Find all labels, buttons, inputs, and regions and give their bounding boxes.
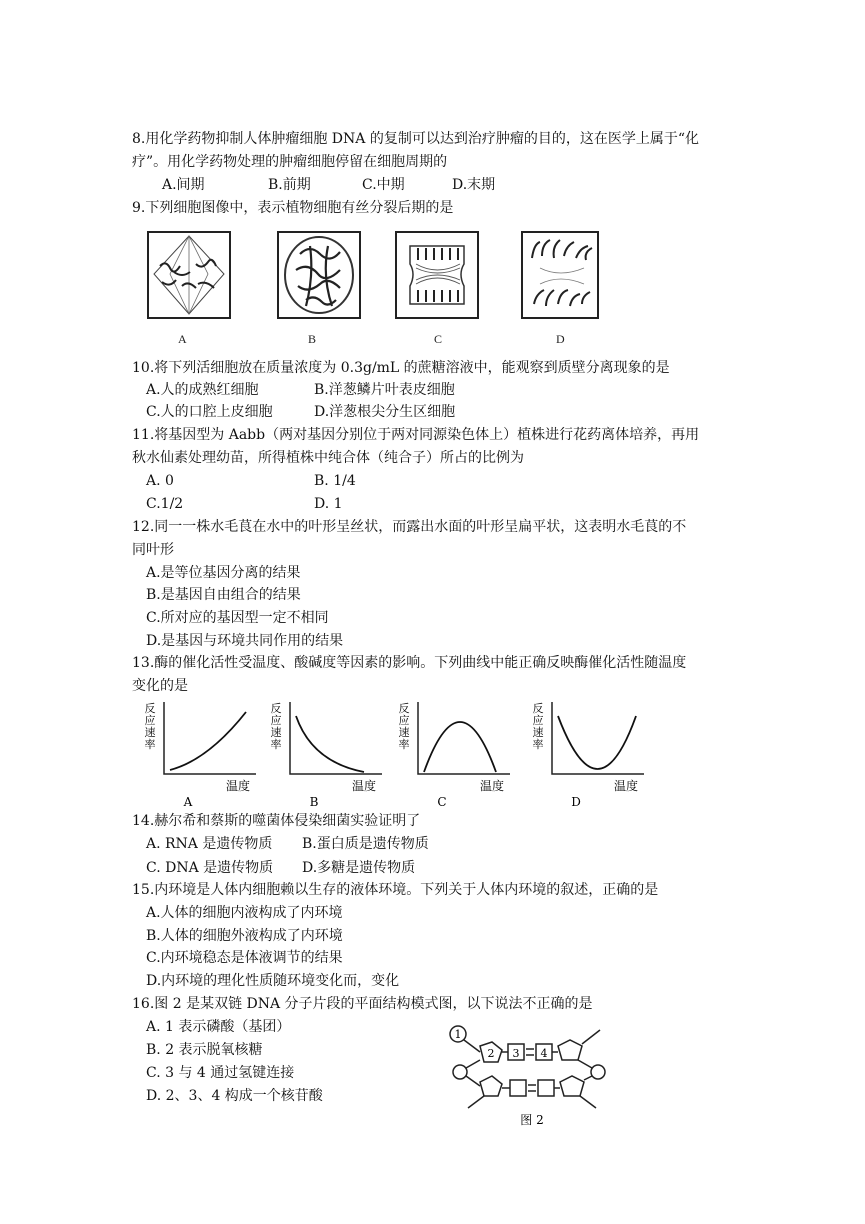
q14-option-c: C. DNA 是遗传物质 bbox=[146, 860, 274, 876]
graph-label: C bbox=[437, 795, 447, 809]
cell-image-d bbox=[522, 232, 598, 318]
q12-option-b: B.是基因自由组合的结果 bbox=[146, 587, 301, 603]
q9-label-a: A bbox=[178, 332, 187, 346]
q15-option-a: A.人体的细胞内液构成了内环境 bbox=[146, 905, 343, 921]
y-axis-label-char: 应 bbox=[144, 714, 156, 727]
y-axis-label-char: 应 bbox=[532, 714, 544, 727]
graph-label: B bbox=[309, 795, 319, 809]
y-axis-label-char: 速 bbox=[532, 726, 544, 739]
label-1: 1 bbox=[454, 1028, 462, 1041]
y-axis-label-char: 率 bbox=[270, 738, 282, 751]
cell-image-a bbox=[148, 232, 230, 318]
q10-stem: 10.将下列活细胞放在质量浓度为 0.3g/mL 的蔗糖溶液中，能观察到质壁分离现象的是 bbox=[132, 360, 670, 376]
q14-option-d: D.多糖是遗传物质 bbox=[302, 860, 416, 876]
q15-option-d: D.内环境的理化性质随环境变化而，变化 bbox=[146, 973, 400, 989]
y-axis-label-char: 应 bbox=[270, 714, 282, 727]
q8-option-d: D.末期 bbox=[452, 177, 496, 193]
y-axis-label-char: 速 bbox=[144, 726, 156, 739]
q13-line2: 变化的是 bbox=[132, 678, 188, 694]
q11-option-d: D. 1 bbox=[314, 496, 343, 512]
q16-option-b: B. 2 表示脱氧核糖 bbox=[146, 1042, 263, 1058]
y-axis-label-char: 应 bbox=[398, 714, 410, 727]
rate-curve bbox=[296, 716, 364, 772]
q11-option-b: B. 1/4 bbox=[314, 473, 356, 489]
q10-option-c: C.人的口腔上皮细胞 bbox=[146, 404, 273, 420]
q13-line1: 13.酶的催化活性受温度、酸碱度等因素的影响。下列曲线中能正确反映酶催化活性随温度 bbox=[132, 655, 687, 671]
cell-image-b bbox=[278, 232, 360, 318]
q16-option-c: C. 3 与 4 通过氢键连接 bbox=[146, 1065, 295, 1081]
q9-label-b: B bbox=[308, 332, 317, 346]
y-axis-label-char: 反 bbox=[270, 702, 282, 715]
label-4: 4 bbox=[540, 1047, 548, 1060]
y-axis-label-char: 反 bbox=[532, 702, 544, 715]
graph-d bbox=[533, 702, 645, 809]
q16-stem: 16.图 2 是某双链 DNA 分子片段的平面结构模式图，以下说法不正确的是 bbox=[132, 996, 593, 1012]
graph-label: D bbox=[571, 795, 581, 809]
q12-option-d: D.是基因与环境共同作用的结果 bbox=[146, 633, 344, 649]
q8-line2: 疗”。用化学药物处理的肿瘤细胞停留在细胞周期的 bbox=[132, 154, 448, 170]
q16-option-d: D. 2、3、4 构成一个核苷酸 bbox=[146, 1088, 323, 1104]
y-axis-label-char: 反 bbox=[144, 702, 156, 715]
q12-option-a: A.是等位基因分离的结果 bbox=[146, 565, 301, 581]
rate-curve bbox=[170, 712, 246, 770]
q12-line1: 12.同一一株水毛茛在水中的叶形呈丝状，而露出水面的叶形呈扁平状，这表明水毛茛的不 bbox=[132, 519, 687, 535]
q8-option-a: A.间期 bbox=[162, 177, 205, 193]
graph-label: A bbox=[183, 795, 193, 809]
q9-label-d: D bbox=[556, 332, 565, 346]
q9-cell-figures bbox=[140, 224, 610, 346]
q16-option-a: A. 1 表示磷酸（基团） bbox=[146, 1019, 291, 1035]
q10-option-d: D.洋葱根尖分生区细胞 bbox=[314, 404, 456, 420]
q11-option-a: A. 0 bbox=[146, 473, 174, 489]
q8-line1: 8.用化学药物抑制人体肿瘤细胞 DNA 的复制可以达到治疗肿瘤的目的，这在医学上属于“化 bbox=[132, 131, 699, 147]
y-axis-label-char: 反 bbox=[398, 702, 410, 715]
x-axis-label: 温度 bbox=[479, 779, 505, 793]
y-axis-label-char: 率 bbox=[144, 738, 156, 751]
q9-label-c: C bbox=[434, 332, 443, 346]
y-axis-label-char: 率 bbox=[398, 738, 410, 751]
q11-line2: 秋水仙素处理幼苗，所得植株中纯合体（纯合子）所占的比例为 bbox=[132, 450, 524, 466]
q12-line2: 同叶形 bbox=[132, 542, 174, 558]
x-axis-label: 温度 bbox=[613, 779, 639, 793]
axes bbox=[552, 702, 644, 774]
q15-option-b: B.人体的细胞外液构成了内环境 bbox=[146, 928, 343, 944]
label-3: 3 bbox=[512, 1047, 520, 1060]
q9-stem: 9.下列细胞图像中，表示植物细胞有丝分裂后期的是 bbox=[132, 200, 454, 216]
q8-option-c: C.中期 bbox=[362, 177, 405, 193]
q14-option-a: A. RNA 是遗传物质 bbox=[146, 836, 273, 852]
label-2: 2 bbox=[487, 1047, 495, 1060]
x-axis-label: 温度 bbox=[225, 779, 251, 793]
figure-caption: 图 2 bbox=[520, 1113, 544, 1127]
q8-option-b: B.前期 bbox=[268, 177, 311, 193]
graph-b bbox=[271, 702, 383, 809]
rate-curve bbox=[558, 716, 636, 769]
q11-line1: 11.将基因型为 Aabb（两对基因分别位于两对同源染色体上）植株进行花药离体培养，再用 bbox=[132, 427, 700, 443]
q13-curve-graphs bbox=[136, 698, 646, 810]
graph-a bbox=[145, 702, 257, 809]
q14-option-b: B.蛋白质是遗传物质 bbox=[302, 836, 429, 852]
q12-option-c: C.所对应的基因型一定不相同 bbox=[146, 610, 329, 626]
q10-option-b: B.洋葱鳞片叶表皮细胞 bbox=[314, 382, 455, 398]
q14-stem: 14.赫尔希和蔡斯的噬菌体侵染细菌实验证明了 bbox=[132, 813, 421, 829]
dna-structure-figure bbox=[440, 1024, 640, 1130]
axes bbox=[418, 702, 510, 774]
q11-option-c: C.1/2 bbox=[146, 496, 184, 512]
axes bbox=[164, 702, 256, 774]
rate-curve bbox=[424, 722, 496, 772]
y-axis-label-char: 率 bbox=[532, 738, 544, 751]
y-axis-label-char: 速 bbox=[270, 726, 282, 739]
q15-stem: 15.内环境是人体内细胞赖以生存的液体环境。下列关于人体内环境的叙述，正确的是 bbox=[132, 882, 659, 898]
x-axis-label: 温度 bbox=[351, 779, 377, 793]
y-axis-label-char: 速 bbox=[398, 726, 410, 739]
graph-c bbox=[399, 702, 511, 809]
q10-option-a: A.人的成熟红细胞 bbox=[146, 382, 259, 398]
q15-option-c: C.内环境稳态是体液调节的结果 bbox=[146, 950, 343, 966]
cell-image-c bbox=[396, 232, 478, 318]
